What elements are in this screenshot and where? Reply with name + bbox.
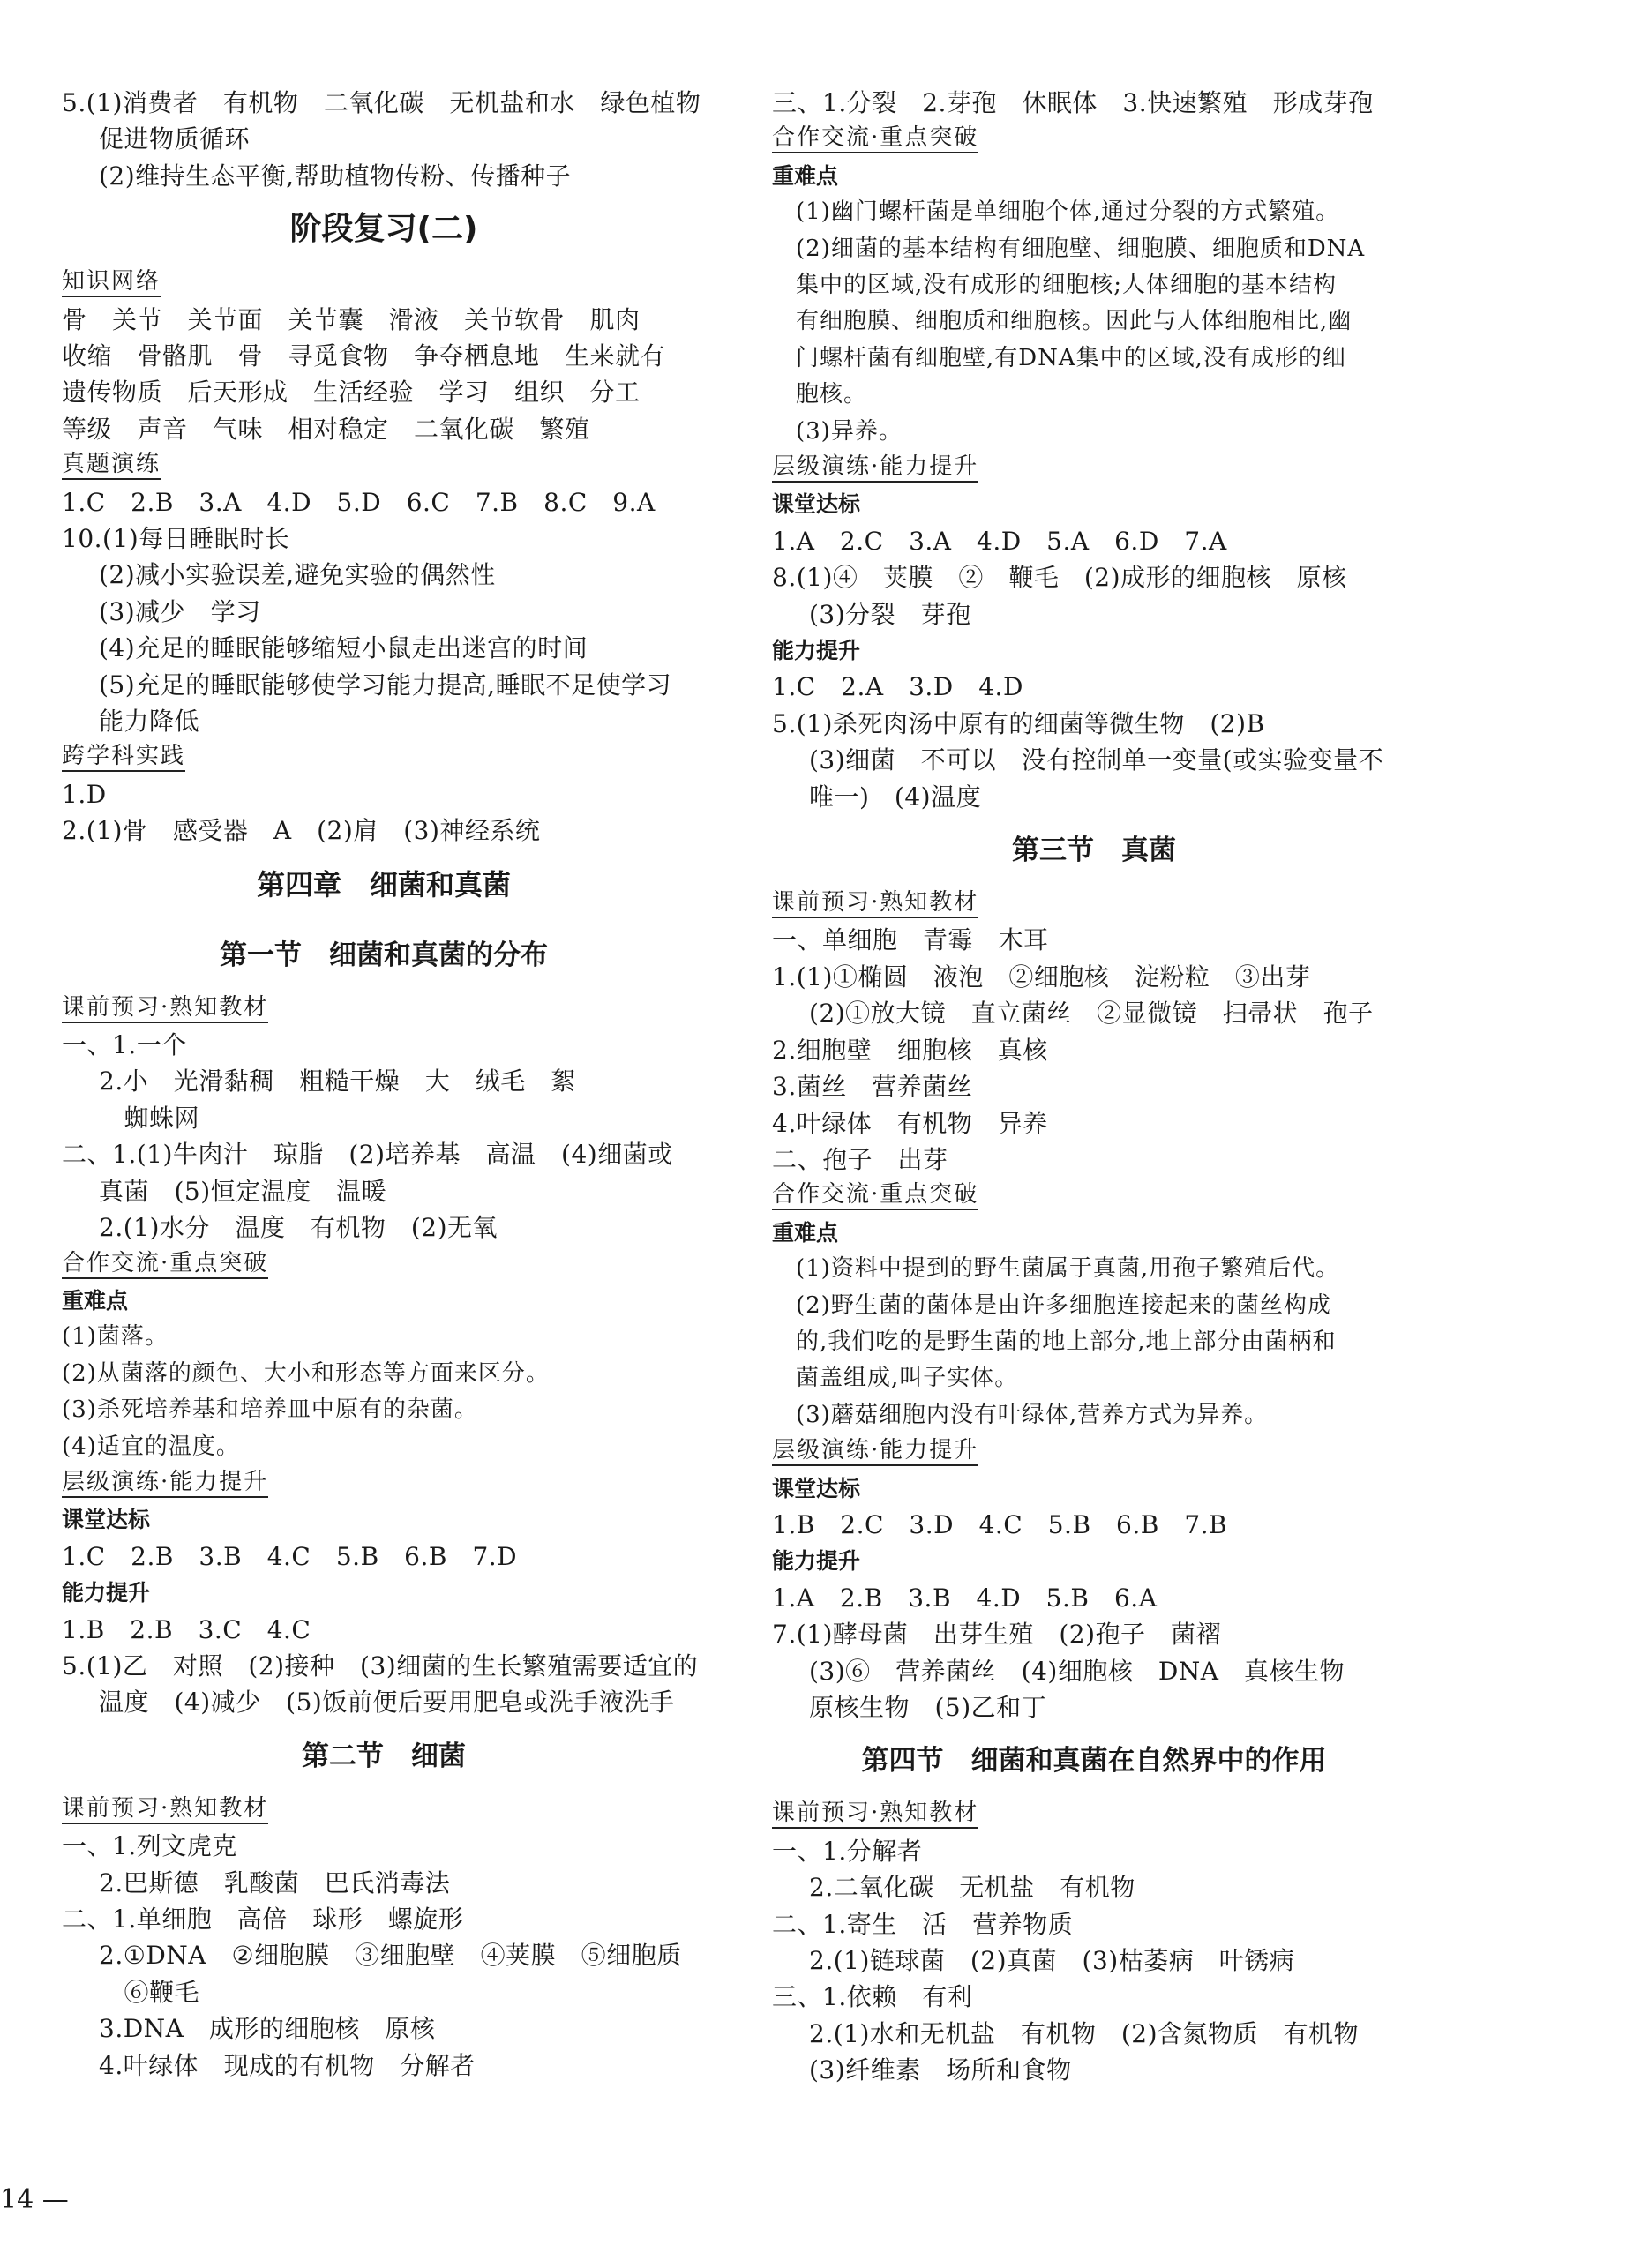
part-heading-label: 合作交流·重点突破 [772,124,978,153]
answer-line: 8.(1)④ 荚膜 ② 鞭毛 (2)成形的细胞核 原核 [772,563,1347,593]
part-heading-label: 课前预习·熟知教材 [772,889,978,918]
answer-line: 1.(1)①椭圆 液泡 ②细胞核 淀粉粒 ③出芽 [772,962,1311,992]
explanation-line: (4)适宜的温度。 [62,1433,240,1460]
explanation-line: (3)蘑菇细胞内没有叶绿体,营养方式为异养。 [772,1401,1269,1428]
part-heading [62,265,706,301]
answer-line: 等级 声音 气味 相对稳定 二氧化碳 繁殖 [62,414,590,444]
part-heading [772,1433,1416,1470]
answer-line: 2.二氧化碳 无机盐 有机物 [809,1873,1135,1903]
review-title: 阶段复习(二) [289,211,478,248]
answer-line: 2.(1)骨 感受器 A (2)肩 (3)神经系统 [62,816,541,846]
subsection-label: 能力提升 [772,1548,861,1575]
part-heading [772,886,1416,922]
answer-line: 三、1.依赖 有利 [772,1982,973,2012]
answer-line: 1.C 2.B 3.A 4.D 5.D 6.C 7.B 8.C 9.A [62,487,656,517]
answer-line: 2.(1)水分 温度 有机物 (2)无氧 [99,1213,498,1243]
answer-line: 5.(1)杀死肉汤中原有的细菌等微生物 (2)B [772,708,1265,738]
answer-line: (3)减少 学习 [99,596,261,626]
explanation-line: (2)从菌落的颜色、大小和形态等方面来区分。 [62,1359,550,1387]
part-heading [772,1178,1416,1214]
answer-line: 5.(1)乙 对照 (2)接种 (3)细菌的生长繁殖需要适宜的 [62,1650,699,1680]
answer-line: (3)分裂 芽孢 [809,599,971,629]
answer-line: (3)细菌 不可以 没有控制单一变量(或实验变量不 [809,745,1384,775]
answer-line: 4.叶绿体 现成的有机物 分解者 [99,2050,476,2080]
explanation-line: (3)异养。 [772,417,903,445]
part-heading-label: 真题演练 [62,451,161,480]
answer-line: 1.A 2.B 3.B 4.D 5.B 6.A [772,1583,1158,1613]
part-heading [772,121,1416,157]
subsection-label: 能力提升 [772,638,861,664]
explanation-line: 集中的区域,没有成形的细胞核;人体细胞的基本结构 [772,272,1338,299]
part-heading [62,739,706,775]
answer-line: 能力降低 [99,707,200,737]
part-heading [772,1796,1416,1832]
answer-line: 1.C 2.B 3.B 4.C 5.B 6.B 7.D [62,1541,518,1571]
answer-line: 原核生物 (5)乙和丁 [809,1692,1047,1722]
explanation-line: (1)资料中提到的野生菌属于真菌,用孢子繁殖后代。 [772,1255,1340,1283]
explanation-line: (2)细菌的基本结构有细胞壁、细胞膜、细胞质和DNA [772,235,1366,262]
subsection-label: 重难点 [62,1287,129,1314]
part-heading [62,447,706,483]
answer-line: (2)减小实验误差,避免实验的偶然性 [99,560,496,590]
answer-line: 1.C 2.A 3.D 4.D [772,672,1023,702]
answer-line: 二、孢子 出芽 [772,1144,948,1174]
answer-line: ⑥鞭毛 [99,1977,200,2007]
part-heading [772,450,1416,486]
answer-line: 7.(1)酵母菌 出芽生殖 (2)孢子 菌褶 [772,1620,1222,1650]
answer-line: 一、1.一个 [62,1030,187,1060]
answer-line: 真菌 (5)恒定温度 温暖 [99,1176,387,1206]
part-heading-label: 层级演练·能力提升 [772,453,978,483]
explanation-line: 有细胞膜、细胞质和细胞核。因此与人体细胞相比,幽 [772,308,1353,335]
part-heading-label: 课前预习·熟知教材 [772,1800,978,1829]
answer-line: 温度 (4)减少 (5)饭前便后要用肥皂或洗手液洗手 [99,1688,675,1718]
answer-line: 2.细胞壁 细胞核 真核 [772,1035,1048,1065]
answer-line: 二、1.寄生 活 营养物质 [772,1909,1074,1939]
part-heading [62,991,706,1027]
page-number: 14 — [0,2184,69,2215]
answer-line: 1.D [62,779,107,809]
chapter-title: 第四章 细菌和真菌 [256,867,511,902]
part-heading [62,1465,706,1501]
explanation-line: (3)杀死培养基和培养皿中原有的杂菌。 [62,1396,478,1424]
answer-line: 收缩 骨骼肌 骨 寻觅食物 争夺栖息地 生来就有 [62,341,666,371]
answer-line: 2.小 光滑黏稠 粗糙干燥 大 绒毛 絮 [99,1067,576,1097]
answer-line: 1.B 2.B 3.C 4.C [62,1614,311,1644]
explanation-line: (1)幽门螺杆菌是单细胞个体,通过分裂的方式繁殖。 [772,198,1340,226]
answer-line: 2.(1)链球菌 (2)真菌 (3)枯萎病 叶锈病 [809,1946,1295,1975]
answer-line: 蜘蛛网 [99,1103,200,1133]
answer-line: 10.(1)每日睡眠时长 [62,524,290,554]
subsection-label: 重难点 [772,162,839,189]
answer-line: 4.叶绿体 有机物 异养 [772,1108,1048,1138]
answer-line: (3)⑥ 营养菌丝 (4)细胞核 DNA 真核生物 [809,1656,1345,1686]
answer-line: 2.(1)水和无机盐 有机物 (2)含氮物质 有机物 [809,2018,1360,2048]
subsection-label: 课堂达标 [62,1507,151,1533]
part-heading-label: 跨学科实践 [62,743,185,772]
section-title: 第二节 细菌 [302,1740,466,1772]
answer-line: 1.A 2.C 3.A 4.D 5.A 6.D 7.A [772,526,1227,556]
answer-line: 遗传物质 后天形成 生活经验 学习 组织 分工 [62,378,641,408]
explanation-line: (1)菌落。 [62,1323,169,1351]
part-heading [62,1246,706,1283]
right-column [772,85,1416,2089]
subsection-label: 重难点 [772,1219,839,1246]
answer-line: 5.(1)消费者 有机物 二氧化碳 无机盐和水 绿色植物 [62,88,701,117]
subsection-label: 课堂达标 [772,1475,861,1501]
answer-line: 一、1.分解者 [772,1836,923,1866]
answer-line: 二、1.(1)牛肉汁 琼脂 (2)培养基 高温 (4)细菌或 [62,1140,673,1170]
part-heading-label: 课前预习·熟知教材 [62,994,268,1023]
answer-line: 3.菌丝 营养菌丝 [772,1072,973,1102]
answer-line: 三、1.分裂 2.芽孢 休眠体 3.快速繁殖 形成芽孢 [772,88,1374,117]
explanation-line: 菌盖组成,叫子实体。 [772,1365,1019,1392]
part-heading-label: 知识网络 [62,268,161,297]
section-title: 第三节 真菌 [1012,835,1176,867]
explanation-line: 门螺杆菌有细胞壁,有DNA集中的区域,没有成形的细 [772,344,1346,371]
answer-line: 二、1.单细胞 高倍 球形 螺旋形 [62,1904,464,1934]
answer-line: 唯一) (4)温度 [809,782,982,812]
answer-line: (2)①放大镜 直立菌丝 ②显微镜 扫帚状 孢子 [809,999,1374,1029]
part-heading-label: 合作交流·重点突破 [62,1250,268,1279]
answer-line: 2.巴斯德 乳酸菌 巴氏消毒法 [99,1868,451,1897]
part-heading-label: 层级演练·能力提升 [62,1469,268,1498]
answer-line: 一、1.列文虎克 [62,1831,237,1861]
subsection-label: 能力提升 [62,1580,151,1606]
explanation-line: 的,我们吃的是野生菌的地上部分,地上部分由菌柄和 [772,1328,1337,1355]
answer-line: 3.DNA 成形的细胞核 原核 [99,2014,436,2044]
answer-line: 骨 关节 关节面 关节囊 滑液 关节软骨 肌肉 [62,304,641,334]
part-heading-label: 课前预习·熟知教材 [62,1795,268,1824]
answer-line: 促进物质循环 [99,124,251,154]
answer-line: (2)维持生态平衡,帮助植物传粉、传播种子 [99,161,572,191]
answer-line: 一、单细胞 青霉 木耳 [772,925,1049,955]
answer-line: (5)充足的睡眠能够使学习能力提高,睡眠不足使学习 [99,670,672,700]
explanation-line: 胞核。 [772,381,868,408]
section-title: 第一节 细菌和真菌的分布 [220,939,548,971]
part-heading [62,1792,706,1828]
answer-line: 2.①DNA ②细胞膜 ③细胞壁 ④荚膜 ⑤细胞质 [99,1941,682,1971]
subsection-label: 课堂达标 [772,491,861,518]
answer-line: (3)纤维素 场所和食物 [809,2055,1072,2085]
section-title: 第四节 细菌和真菌在自然界中的作用 [861,1745,1327,1778]
part-heading-label: 层级演练·能力提升 [772,1437,978,1466]
answer-line: (4)充足的睡眠能够缩短小鼠走出迷宫的时间 [99,633,588,663]
left-column [62,85,706,2084]
answer-line: 1.B 2.C 3.D 4.C 5.B 6.B 7.B [772,1509,1228,1539]
part-heading-label: 合作交流·重点突破 [772,1181,978,1210]
explanation-line: (2)野生菌的菌体是由许多细胞连接起来的菌丝构成 [772,1291,1331,1319]
